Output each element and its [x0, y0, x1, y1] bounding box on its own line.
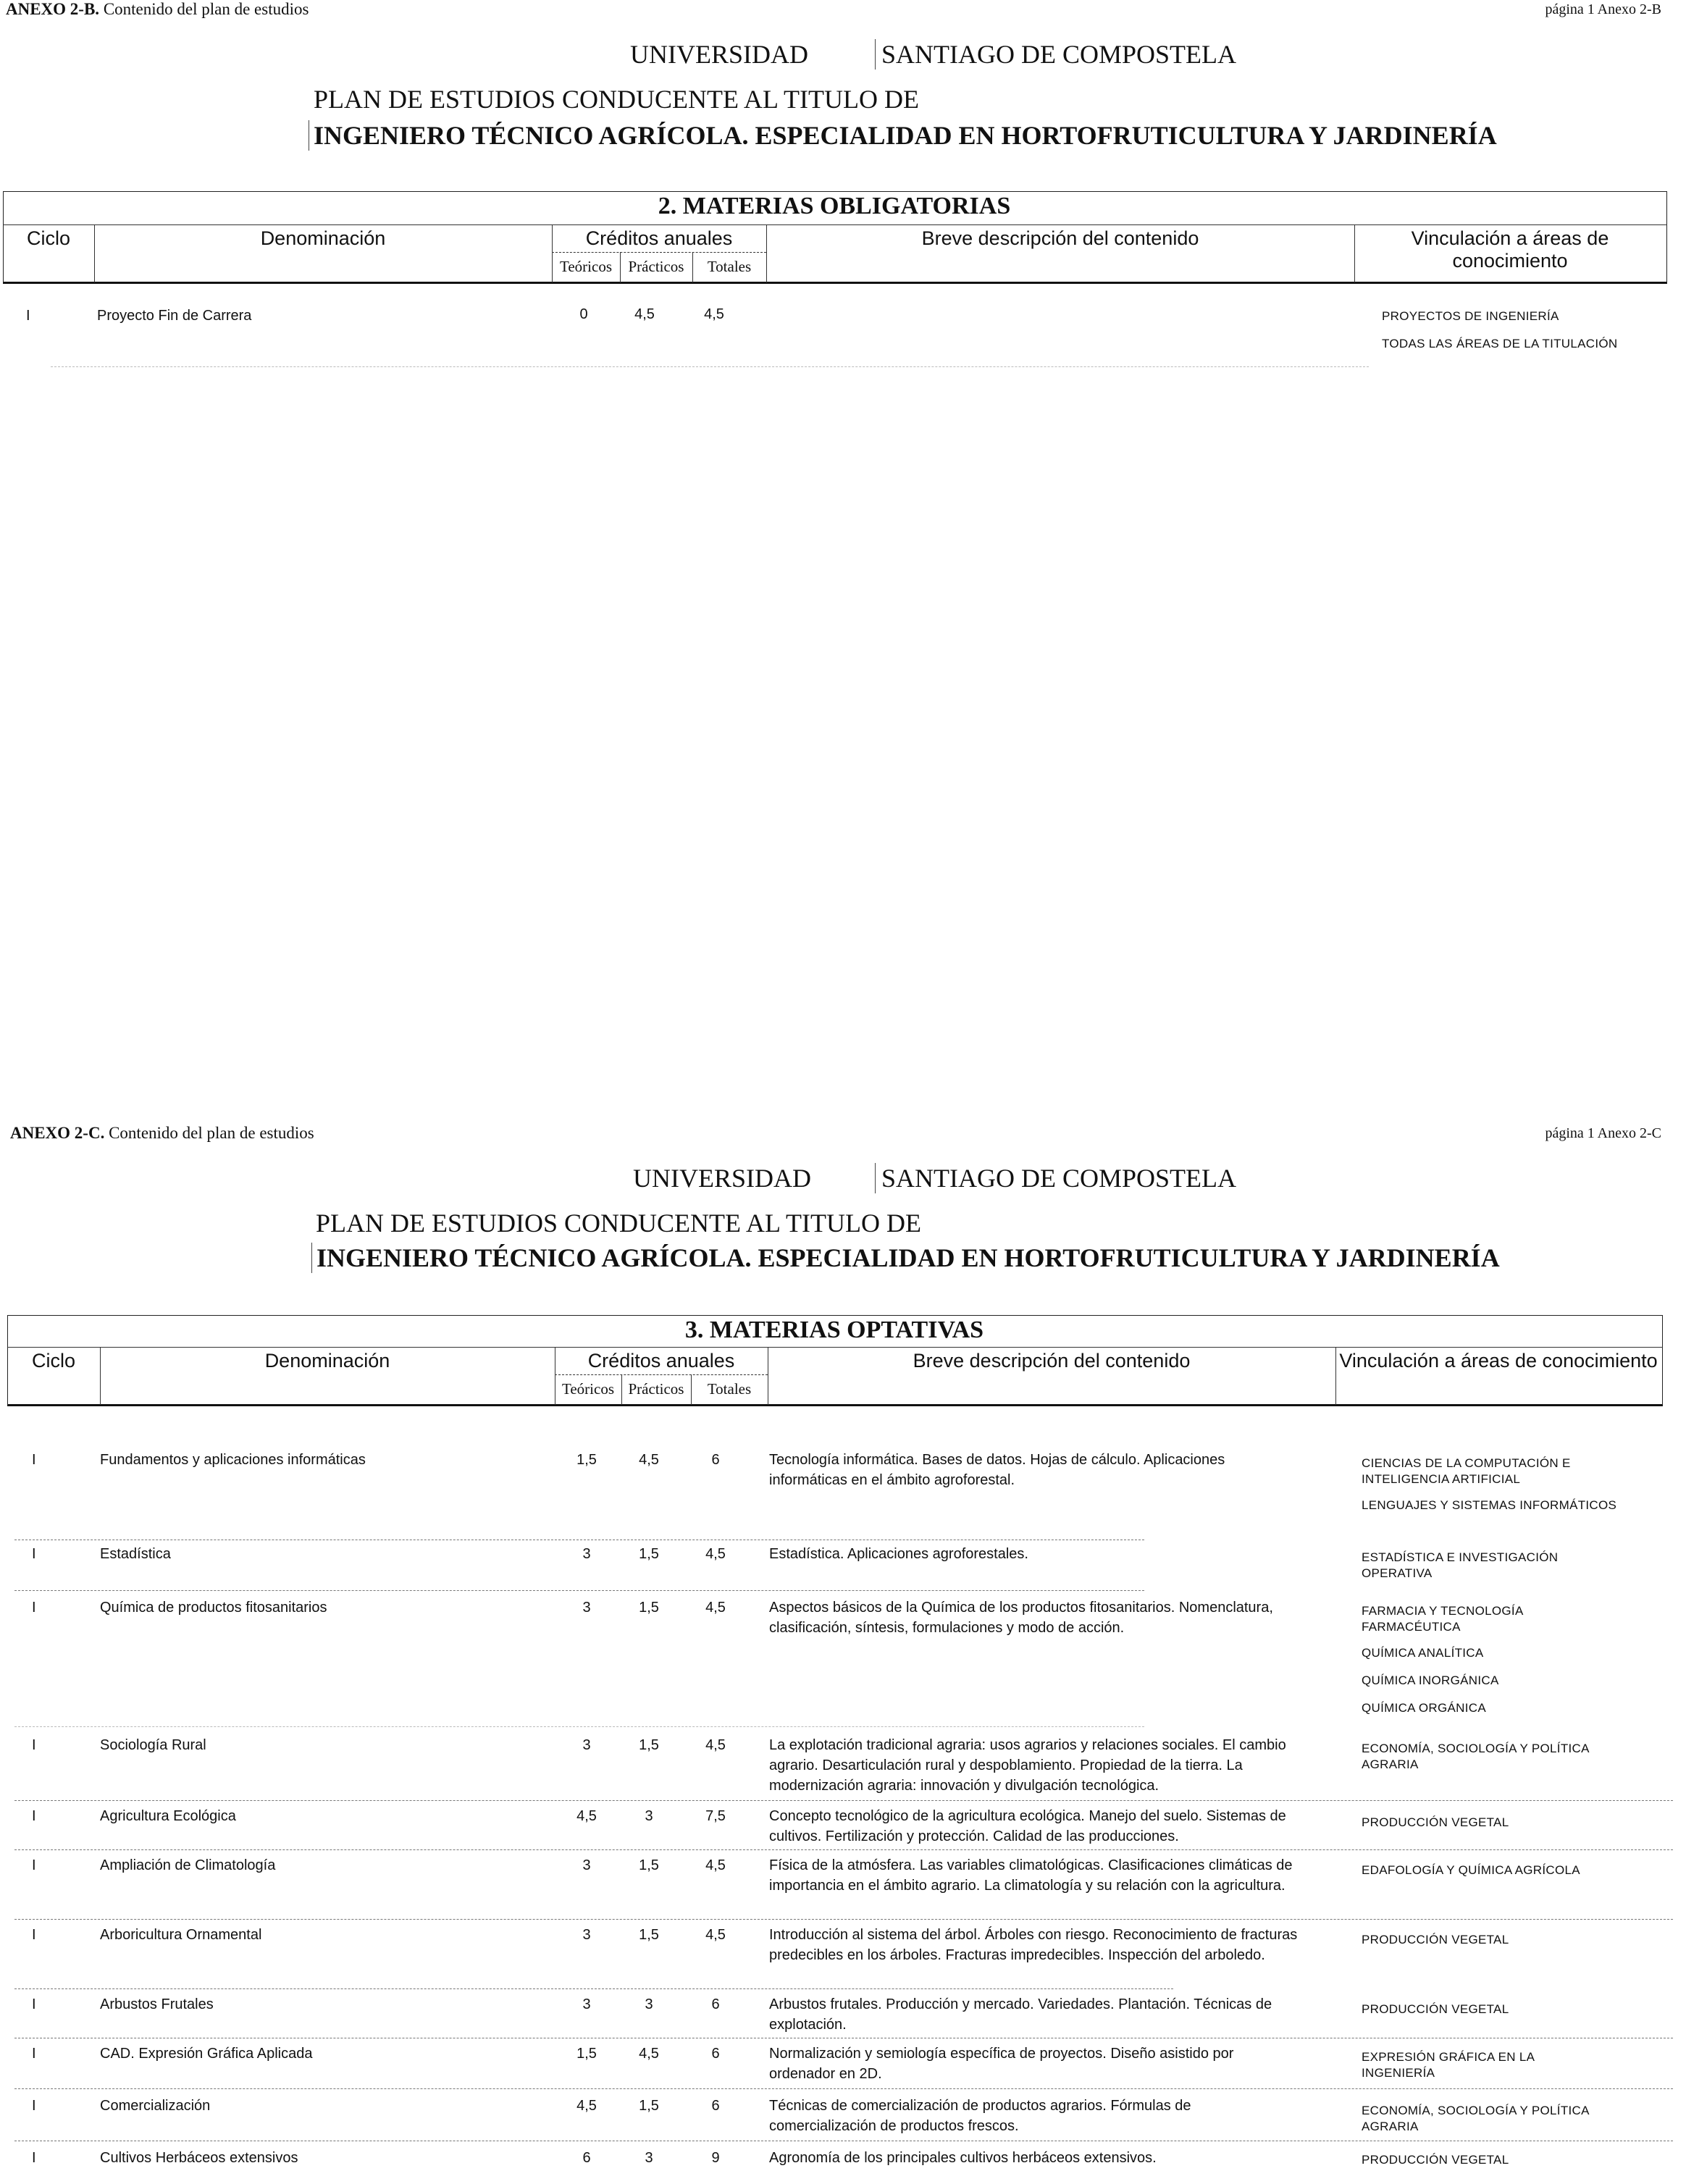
row-totales: 9: [711, 2150, 720, 2166]
annex-c-header-teoricos: Teóricos: [561, 1380, 614, 1398]
row-area: QUÍMICA INORGÁNICA: [1362, 1673, 1499, 1687]
annex-c-section-title: 3. MATERIAS OPTATIVAS: [684, 1316, 984, 1343]
row-teoricos: 1,5: [576, 2046, 597, 2062]
row-area: TODAS LAS ÁREAS DE LA TITULACIÓN: [1382, 337, 1618, 350]
row-description: Normalización y semiología específica de proyectos. Diseño asistido por ordenador en 2D.: [769, 2046, 1234, 2082]
row-name: Arboricultura Ornamental: [100, 1927, 262, 1943]
row-separator: [14, 1849, 1673, 1850]
row-ciclo: I: [26, 308, 30, 324]
annex-c-university-name: SANTIAGO DE COMPOSTELA: [875, 1163, 1236, 1193]
annex-b-page-indicator: página 1 Anexo 2-B: [1545, 1, 1661, 17]
annex-b-title: Contenido del plan de estudios: [103, 0, 309, 18]
annex-b-header-vinculacion: [1354, 227, 1666, 272]
row-area: EDAFOLOGÍA Y QUÍMICA AGRÍCOLA: [1362, 1863, 1580, 1877]
annex-b-label: ANEXO 2-B.: [6, 0, 100, 18]
annex-b-credits-rule: [552, 252, 766, 253]
row-name: Estadística: [100, 1546, 171, 1562]
row-totales: 6: [711, 1452, 720, 1468]
row-area: EXPRESIÓN GRÁFICA EN LA INGENIERÍA: [1362, 2050, 1535, 2080]
row-description: Física de la atmósfera. Las variables climatológicas. Clasificaciones climáticas de importancia en el ámbito agrario. La climatología y su relación con la agricultura.: [769, 1857, 1293, 1894]
row-ciclo: I: [32, 1808, 36, 1824]
row-description: Técnicas de comercialización de productos agrarios. Fórmulas de comercialización de productos frescos.: [769, 2098, 1191, 2134]
annex-b-title-rule: [3, 224, 1667, 225]
annex-b-header-ciclo: Ciclo: [26, 227, 70, 249]
row-teoricos: 1,5: [576, 1452, 597, 1468]
row-practicos: 1,5: [639, 1857, 659, 1873]
row-separator: [14, 1800, 1673, 1801]
annex-c-header: [10, 1124, 314, 1143]
row-area: QUÍMICA ORGÁNICA: [1362, 1701, 1486, 1715]
row-practicos: 3: [645, 2150, 653, 2166]
row-totales: 4,5: [704, 306, 724, 322]
row-name: Cultivos Herbáceos extensivos: [100, 2150, 298, 2166]
row-name: Comercialización: [100, 2098, 211, 2114]
annex-c-university-label: UNIVERSIDAD: [633, 1164, 811, 1193]
row-name: Proyecto Fin de Carrera: [97, 308, 252, 324]
row-totales: 6: [711, 2046, 720, 2062]
row-area: ECONOMÍA, SOCIOLOGÍA Y POLÍTICA AGRARIA: [1362, 2104, 1589, 2133]
row-name: Agricultura Ecológica: [100, 1808, 236, 1824]
annex-c-header-descripcion: Breve descripción del contenido: [913, 1350, 1191, 1372]
row-totales: 4,5: [705, 1600, 726, 1616]
row-totales: 6: [711, 2098, 720, 2114]
row-practicos: 4,5: [639, 1452, 659, 1468]
row-area: QUÍMICA ANALÍTICA: [1362, 1646, 1484, 1660]
annex-c-header-creditos: Créditos anuales: [587, 1350, 735, 1372]
annex-c-header-denominacion: Denominación: [264, 1350, 390, 1372]
row-practicos: 3: [645, 1996, 653, 2012]
annex-b-header-vinculacion-line1: Vinculación a áreas de: [1411, 227, 1609, 249]
row-totales: 6: [711, 1996, 720, 2012]
row-area: LENGUAJES Y SISTEMAS INFORMÁTICOS: [1362, 1498, 1617, 1512]
row-teoricos: 4,5: [576, 2098, 597, 2114]
row-teoricos: 3: [582, 1737, 591, 1753]
row-area: ESTADÍSTICA E INVESTIGACIÓN OPERATIVA: [1362, 1550, 1559, 1580]
row-area: PRODUCCIÓN VEGETAL: [1362, 2153, 1509, 2167]
row-ciclo: I: [32, 1737, 36, 1753]
row-area: FARMACIA Y TECNOLOGÍA FARMACÉUTICA: [1362, 1604, 1523, 1634]
annex-c-header-totales: Totales: [707, 1380, 752, 1398]
row-practicos: 1,5: [639, 1927, 659, 1943]
annex-c-page-indicator: página 1 Anexo 2-C: [1545, 1125, 1661, 1141]
row-practicos: 1,5: [639, 1737, 659, 1753]
annex-c-plan-label: PLAN DE ESTUDIOS CONDUCENTE AL TITULO DE: [316, 1209, 921, 1238]
row-totales: 4,5: [705, 1927, 726, 1943]
row-teoricos: 3: [582, 1600, 591, 1616]
row-practicos: 1,5: [639, 1546, 659, 1562]
row-ciclo: I: [32, 2150, 36, 2166]
row-teoricos: 4,5: [576, 1808, 597, 1824]
row-totales: 4,5: [705, 1546, 726, 1562]
annex-b-university-label: UNIVERSIDAD: [630, 40, 808, 69]
row-totales: 7,5: [705, 1808, 726, 1824]
annex-c-header-practicos: Prácticos: [628, 1380, 684, 1398]
annex-b-plan-label: PLAN DE ESTUDIOS CONDUCENTE AL TITULO DE: [314, 85, 919, 114]
annex-c-header-vinculacion: Vinculación a áreas de conocimiento: [1339, 1350, 1658, 1372]
row-teoricos: 3: [582, 1546, 591, 1562]
row-totales: 4,5: [705, 1737, 726, 1753]
annex-b-header-descripcion: Breve descripción del contenido: [921, 227, 1199, 249]
annex-b-row-separator: [51, 366, 1369, 367]
row-area: PRODUCCIÓN VEGETAL: [1362, 1815, 1509, 1829]
row-teoricos: 3: [582, 1927, 591, 1943]
annex-b-header-denominacion: Denominación: [260, 227, 386, 249]
row-area: PRODUCCIÓN VEGETAL: [1362, 2002, 1509, 2016]
row-separator: [14, 1988, 1173, 1989]
annex-c-title-rule: [7, 1347, 1663, 1348]
row-area: CIENCIAS DE LA COMPUTACIÓN E INTELIGENCIA ARTIFICIAL: [1362, 1456, 1571, 1486]
row-area: PROYECTOS DE INGENIERÍA: [1382, 309, 1559, 323]
row-description: Arbustos frutales. Producción y mercado. Variedades. Plantación. Técnicas de explotación.: [769, 1996, 1272, 2033]
row-teoricos: 3: [582, 1996, 591, 2012]
row-name: Química de productos fitosanitarios: [100, 1600, 327, 1616]
row-separator: [14, 1919, 1673, 1920]
annex-b-university-name: SANTIAGO DE COMPOSTELA: [875, 39, 1236, 70]
row-name: Sociología Rural: [100, 1737, 206, 1753]
row-ciclo: I: [32, 1546, 36, 1562]
row-description: Concepto tecnológico de la agricultura ecológica. Manejo del suelo. Sistemas de cultivos. Fertilización y protección. Calidad de las producciones.: [769, 1808, 1286, 1844]
row-teoricos: 3: [582, 1857, 591, 1873]
row-separator: [14, 1590, 1144, 1591]
row-separator: [14, 1726, 1144, 1727]
annex-c-label: ANEXO 2-C.: [10, 1124, 105, 1142]
row-teoricos: 0: [579, 306, 588, 322]
annex-b-header-vinculacion-line2: conocimiento: [1452, 250, 1568, 272]
annex-b-header: [6, 0, 309, 19]
annex-b-header-practicos: Prácticos: [628, 258, 684, 275]
row-totales: 4,5: [705, 1857, 726, 1873]
annex-c-title: Contenido del plan de estudios: [109, 1124, 314, 1142]
row-name: Fundamentos y aplicaciones informáticas: [100, 1452, 366, 1468]
row-practicos: 3: [645, 1808, 653, 1824]
row-description: La explotación tradicional agraria: usos agrarios y relaciones sociales. El cambio agrario. Desarticulación rural y despoblamiento. Propiedad de la tierra. La modernización agraria: innovación y divulgación tecnológica.: [769, 1737, 1286, 1794]
annex-c-header-ciclo: Ciclo: [31, 1350, 75, 1372]
annex-b-section-title: 2. MATERIAS OBLIGATORIAS: [658, 193, 1011, 219]
row-description: Estadística. Aplicaciones agroforestales.: [769, 1546, 1028, 1562]
annex-c-degree: INGENIERO TÉCNICO AGRÍCOLA. ESPECIALIDAD EN HORTOFRUTICULTURA Y JARDINERÍA: [311, 1243, 1500, 1273]
row-description: Introducción al sistema del árbol. Árboles con riesgo. Reconocimiento de fracturas predecibles en los árboles. Fracturas impredecibles. Inspección del arboledo.: [769, 1927, 1298, 1963]
row-description: Tecnología informática. Bases de datos. Hojas de cálculo. Aplicaciones informáticas en el ámbito agroforestal.: [769, 1452, 1225, 1488]
row-ciclo: I: [32, 1996, 36, 2012]
row-area: ECONOMÍA, SOCIOLOGÍA Y POLÍTICA AGRARIA: [1362, 1742, 1589, 1771]
row-name: CAD. Expresión Gráfica Aplicada: [100, 2046, 313, 2062]
row-ciclo: I: [32, 1600, 36, 1616]
row-separator: [14, 2088, 1673, 2089]
row-practicos: 4,5: [639, 2046, 659, 2062]
row-practicos: 4,5: [634, 306, 655, 322]
row-teoricos: 6: [582, 2150, 591, 2166]
row-name: Arbustos Frutales: [100, 1996, 214, 2012]
row-area: PRODUCCIÓN VEGETAL: [1362, 1933, 1509, 1946]
annex-c-credits-rule: [555, 1374, 768, 1375]
annex-b-header-creditos: Créditos anuales: [585, 227, 733, 249]
row-ciclo: I: [32, 1452, 36, 1468]
row-name: Ampliación de Climatología: [100, 1857, 276, 1873]
row-description: Agronomía de los principales cultivos herbáceos extensivos.: [769, 2150, 1157, 2166]
row-practicos: 1,5: [639, 2098, 659, 2114]
row-ciclo: I: [32, 2098, 36, 2114]
row-ciclo: I: [32, 2046, 36, 2062]
annex-b-header-teoricos: Teóricos: [559, 258, 612, 275]
row-ciclo: I: [32, 1927, 36, 1943]
row-description: Aspectos básicos de la Química de los productos fitosanitarios. Nomenclatura, clasificación, síntesis, formulaciones y modo de acción.: [769, 1600, 1273, 1636]
row-practicos: 1,5: [639, 1600, 659, 1616]
annex-b-header-totales: Totales: [707, 258, 752, 275]
row-ciclo: I: [32, 1857, 36, 1873]
annex-b-degree: INGENIERO TÉCNICO AGRÍCOLA. ESPECIALIDAD EN HORTOFRUTICULTURA Y JARDINERÍA: [309, 120, 1497, 151]
